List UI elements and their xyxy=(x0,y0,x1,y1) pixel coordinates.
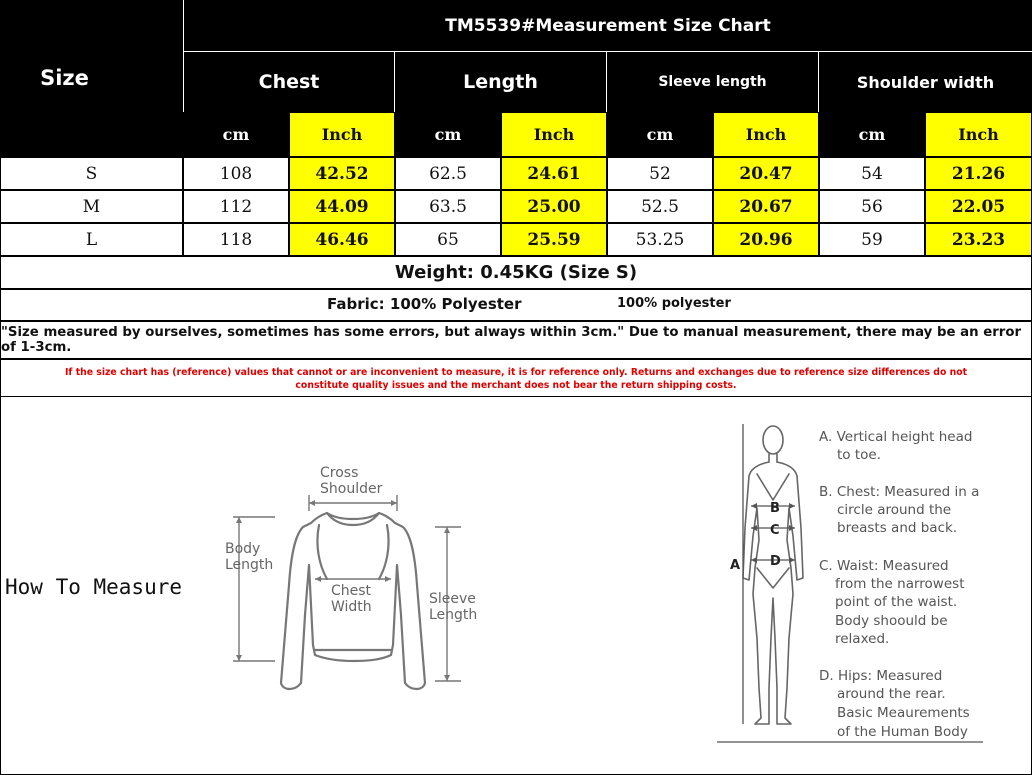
unit-cm-shoulder: cm xyxy=(819,112,925,157)
group-header-shoulder: Shoulder width xyxy=(819,52,1032,112)
cm-cell: 59 xyxy=(819,223,925,256)
desc-c-2: from the narrowest xyxy=(835,576,965,592)
desc-a-1: A. Vertical height head xyxy=(819,429,973,445)
cm-cell: 56 xyxy=(819,190,925,223)
unit-cm-sleeve: cm xyxy=(607,112,713,157)
inch-cell: 20.96 xyxy=(713,223,819,256)
inch-cell: 44.09 xyxy=(289,190,395,223)
body-diagram xyxy=(715,418,1005,748)
inch-cell: 23.23 xyxy=(925,223,1032,256)
inch-cell: 21.26 xyxy=(925,157,1032,190)
cm-cell: 63.5 xyxy=(395,190,501,223)
desc-c-3: point of the waist. xyxy=(835,594,958,610)
size-cell-m: M xyxy=(0,190,183,223)
cross-label-1: Cross xyxy=(320,465,359,481)
unit-inch-chest: Inch xyxy=(289,112,395,157)
desc-c-4: Body shoould be xyxy=(835,613,948,629)
desc-d-2: around the rear. xyxy=(837,686,946,702)
desc-b-2: circle around the xyxy=(837,502,952,518)
desc-b-1: B. Chest: Measured in a xyxy=(819,484,980,500)
chest-label-2: Width xyxy=(331,599,372,615)
marker-d: D xyxy=(770,554,781,569)
size-cell-s: S xyxy=(0,157,183,190)
cm-cell: 108 xyxy=(183,157,289,190)
cm-cell: 52.5 xyxy=(607,190,713,223)
fabric-extra: 100% polyester xyxy=(617,296,731,311)
sleeve-label-1: Sleeve xyxy=(429,591,476,607)
chest-label-1: Chest xyxy=(331,583,372,599)
unit-cm-chest: cm xyxy=(183,112,289,157)
inch-cell: 25.00 xyxy=(501,190,607,223)
desc-a-2: to toe. xyxy=(837,447,881,463)
inch-cell: 46.46 xyxy=(289,223,395,256)
cm-cell: 65 xyxy=(395,223,501,256)
unit-inch-length: Inch xyxy=(501,112,607,157)
size-label: Size xyxy=(40,65,89,90)
marker-a: A xyxy=(730,558,741,573)
desc-d-4: of the Human Body xyxy=(837,724,968,740)
size-header xyxy=(0,0,183,157)
desc-c-5: relaxed. xyxy=(835,631,890,647)
cm-cell: 118 xyxy=(183,223,289,256)
body-label-1: Body xyxy=(225,541,261,557)
desc-c-1: C. Waist: Measured xyxy=(819,558,949,574)
marker-c: C xyxy=(770,523,780,538)
garment-diagram xyxy=(215,455,505,700)
group-header-length: Length xyxy=(395,52,607,112)
cm-cell: 52 xyxy=(607,157,713,190)
unit-inch-shoulder: Inch xyxy=(925,112,1032,157)
head xyxy=(763,426,783,454)
cm-cell: 62.5 xyxy=(395,157,501,190)
weight-row: Weight: 0.45KG (Size S) xyxy=(0,256,1032,289)
how-to-measure-label: How To Measure xyxy=(5,575,183,599)
inch-cell: 42.52 xyxy=(289,157,395,190)
body-label-2: Length xyxy=(225,557,274,573)
inch-cell: 20.47 xyxy=(713,157,819,190)
measurement-note: "Size measured by ourselves, sometimes has some errors, but always within 3cm." Due to manual measurement, there may be an error of 1-3cm. xyxy=(0,321,1032,359)
desc-d-3: Basic Meaurements xyxy=(837,705,970,721)
disclaimer: If the size chart has (reference) values that cannot or are inconvenient to measure, it is for reference only. Returns and exchanges due to reference size differences do not constitute quality issues and the merchant does not bear the return shipping costs. xyxy=(0,359,1032,397)
unit-inch-sleeve: Inch xyxy=(713,112,819,157)
chart-title: TM5539#Measurement Size Chart xyxy=(183,0,1032,52)
marker-b: B xyxy=(770,501,780,516)
collar xyxy=(327,513,379,525)
unit-cm-length: cm xyxy=(395,112,501,157)
fabric-row xyxy=(0,289,1032,321)
fabric-label: Fabric: 100% Polyester xyxy=(327,295,522,313)
inch-cell: 22.05 xyxy=(925,190,1032,223)
desc-b-3: breasts and back. xyxy=(837,520,958,536)
group-header-sleeve: Sleeve length xyxy=(607,52,819,112)
cm-cell: 53.25 xyxy=(607,223,713,256)
group-header-chest: Chest xyxy=(183,52,395,112)
cm-cell: 112 xyxy=(183,190,289,223)
cross-label-2: Shoulder xyxy=(320,481,383,497)
inch-cell: 24.61 xyxy=(501,157,607,190)
desc-d-1: D. Hips: Measured xyxy=(819,668,943,684)
inch-cell: 25.59 xyxy=(501,223,607,256)
size-cell-l: L xyxy=(0,223,183,256)
sleeve-label-2: Length xyxy=(429,607,478,623)
inch-cell: 20.67 xyxy=(713,190,819,223)
cm-cell: 54 xyxy=(819,157,925,190)
